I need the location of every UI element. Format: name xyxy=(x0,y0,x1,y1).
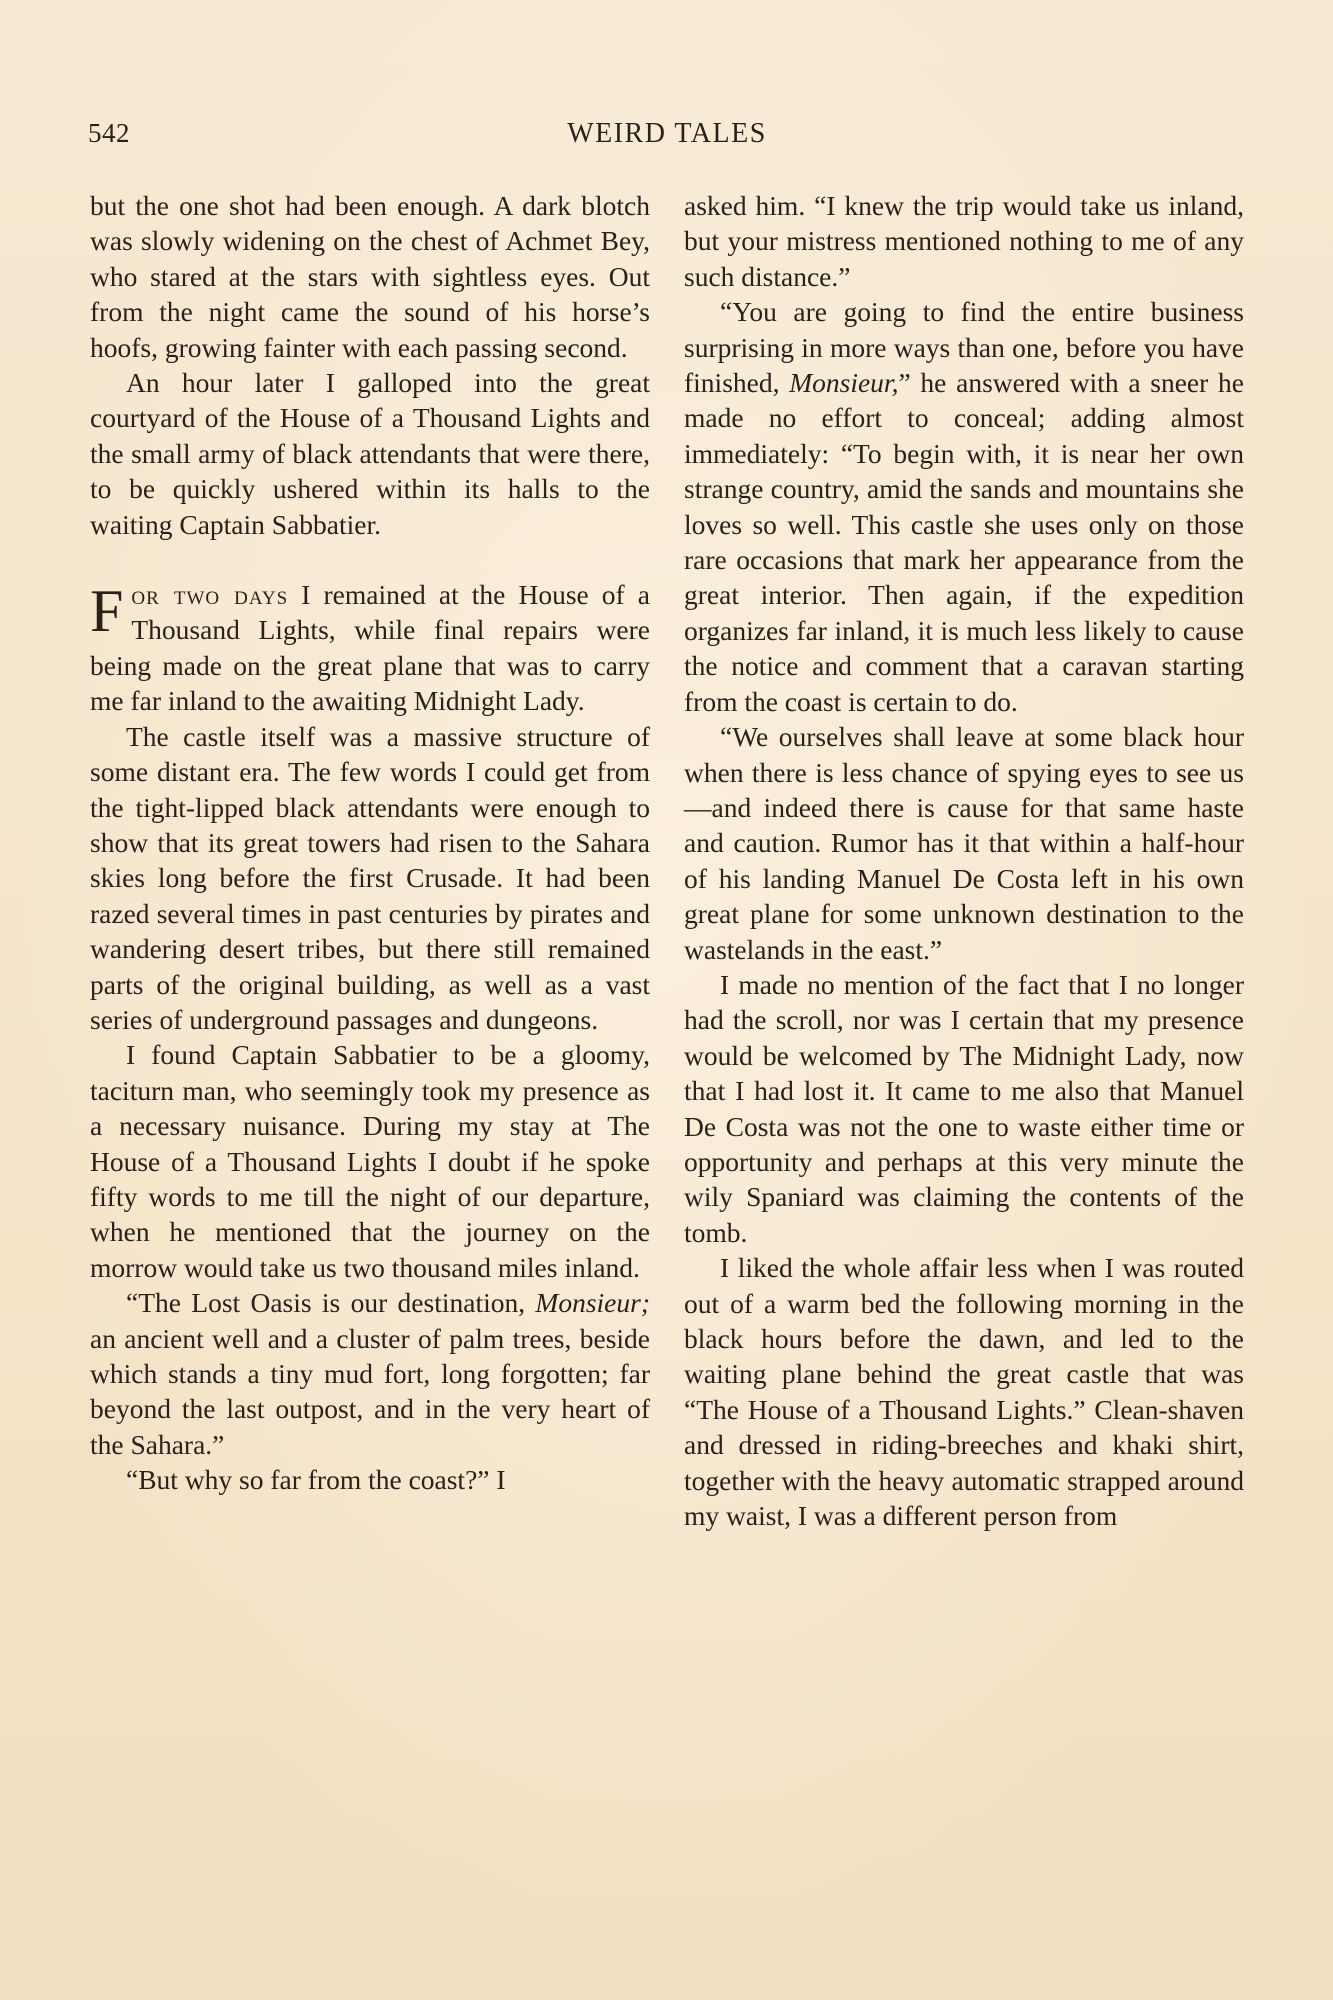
left-column xyxy=(90,188,650,1498)
paragraph-text: “You are going to find the entire business surprising in more ways than one, before you have finished, xyxy=(684,296,1244,399)
paragraph: asked him. “I knew the trip would take us inland, but your mistress mentioned nothing to me of any such distance.” xyxy=(684,190,1244,292)
paragraph: I made no mention of the fact that I no longer had the scroll, nor was I certain that my presence would be welcomed by The Midnight Lady, now that I had lost it. It came to me also that Manuel De Costa was not the one to waste either time or opportunity and perhaps at this very minute the wily Spaniard was claiming the contents of the tomb. xyxy=(684,968,1244,1248)
paragraph-text: “The Lost Oasis is our destination, xyxy=(126,1287,536,1319)
italic-word: Monsieur, xyxy=(789,367,899,399)
running-title: WEIRD TALES xyxy=(567,118,767,149)
paragraph-text: I remained at the House of a Thousand Lights, while final repairs were being made on the great plane that was to carry me far inland to the awaiting Midnight Lady. xyxy=(90,579,650,717)
paragraph-text: an ancient well and a cluster of palm trees, beside which stands a tiny mud fort, long forgotten; far beyond the last outpost, and in the very heart of the Sahara.” xyxy=(90,1322,650,1460)
paragraph: The castle itself was a massive structure of some distant era. The few words I could get from the tight-lipped black attendants were enough to show that its great towers had risen to the Sahara skies long before the first Crusade. It had been razed several times in past centuries by pirates and wandering desert tribes, but there still remained parts of the original building, as well as a vast series of underground passages and dungeons. xyxy=(90,720,650,1035)
page-number: 542 xyxy=(88,118,130,148)
paragraph: but the one shot had been enough. A dark blotch was slowly widening on the chest of Achmet Bey, who stared at the stars with sightless eyes. Out from the night came the sound of his horse’s hoofs, growing fainter with each passing second. xyxy=(90,190,650,363)
paragraph: I liked the whole affair less when I was routed out of a warm bed the following morning in the black hours before the dawn, and led to the waiting plane behind the great castle that was “The House of a Thousand Lights.” Clean-shaven and dressed in riding-breeches and khaki shirt, together with the heavy automatic strapped around my waist, I was a different person from xyxy=(684,1252,1244,1532)
paragraph: I found Captain Sabbatier to be a gloomy, taciturn man, who seemingly took my presence as a necessary nuisance. During my stay at The House of a Thousand Lights I doubt if he spoke fifty words to me till the night of our departure, when he mentioned that the journey on the morrow would take us two thousand miles inland. xyxy=(90,1039,650,1283)
paragraph: “But why so far from the coast?” I xyxy=(126,1464,506,1496)
italic-word: Monsieur; xyxy=(535,1287,650,1319)
paragraph: An hour later I galloped into the great courtyard of the House of a Thousand Lights and the small army of black attendants that were there, to be quickly ushered within its halls to the waiting Captain Sabbatier. xyxy=(90,367,650,540)
paragraph xyxy=(684,294,1244,719)
section-opening-paragraph xyxy=(90,577,650,719)
paragraph xyxy=(90,1285,650,1462)
right-column xyxy=(684,188,1244,1533)
drop-cap: F xyxy=(90,578,124,645)
small-caps-lead: or two days xyxy=(131,579,289,611)
page-header xyxy=(88,118,1246,158)
paragraph-text: ” he answered with a sneer he made no effort to conceal; adding almost immediately: “To begin with, it is near her own strange country, amid the sands and mountains she loves so well. This castle she uses only on those rare occasions that mark her appearance from the great interior. Then again, if the expedition organizes far inland, it is much less likely to cause the notice and comment that a caravan starting from the coast is certain to do. xyxy=(684,367,1244,717)
paragraph: “We ourselves shall leave at some black hour when there is less chance of spying eyes to see us—and indeed there is cause for that same haste and caution. Rumor has it that within a half-hour of his landing Manuel De Costa left in his own great plane for some unknown destination to the wastelands in the east.” xyxy=(684,721,1244,965)
